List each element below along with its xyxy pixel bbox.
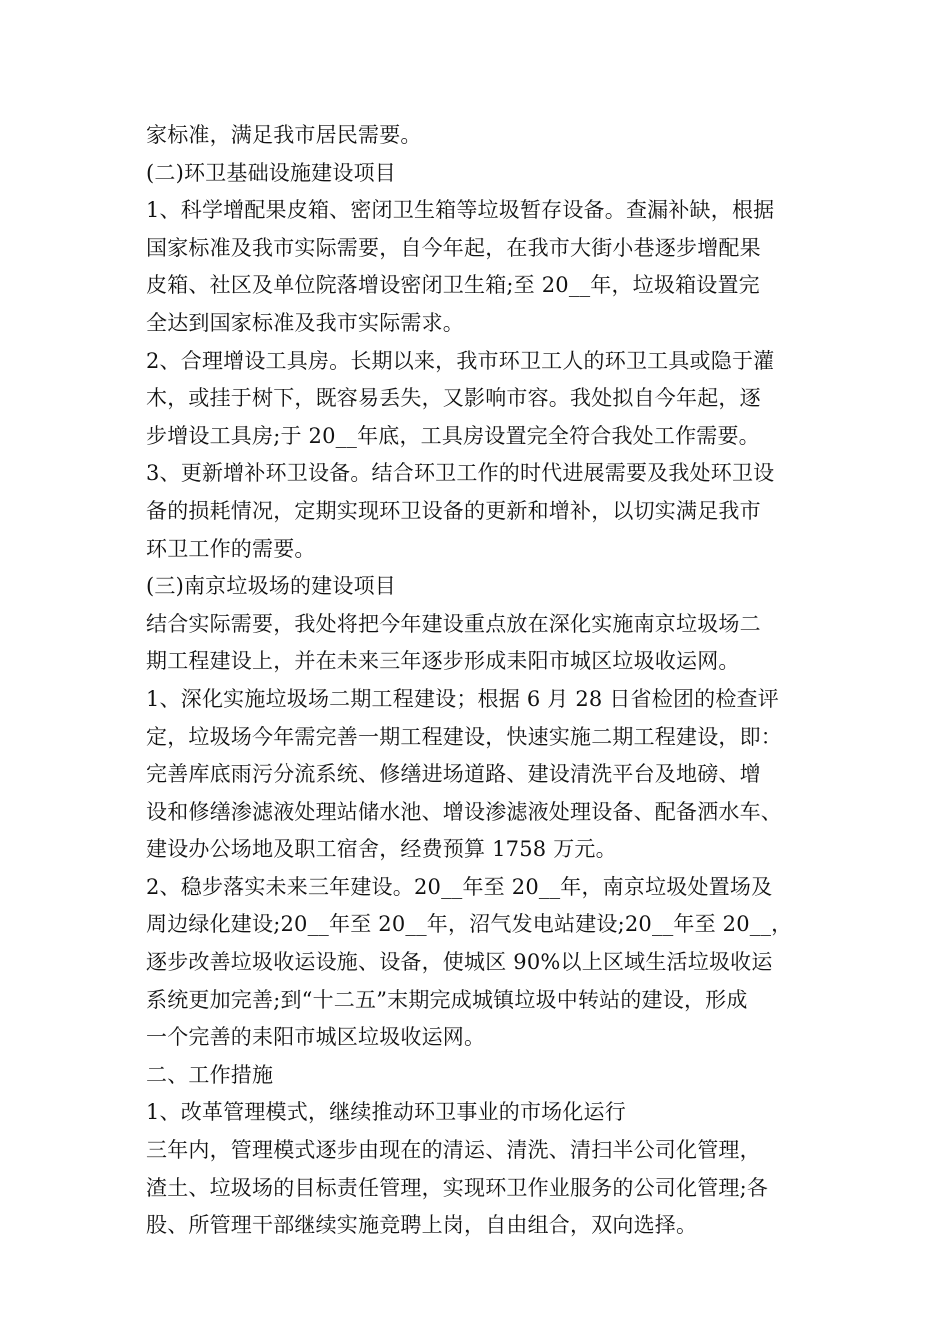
text-line: 三年内，管理模式逐步由现在的清运、清洗、清扫半公司化管理， xyxy=(146,1138,761,1163)
text-line: 渣土、垃圾场的目标责任管理，实现环卫作业服务的公司化管理;各 xyxy=(146,1175,769,1200)
text-line: 全达到国家标准及我市实际需求。 xyxy=(146,310,464,335)
text-line: 备的损耗情况，定期实现环卫设备的更新和增补，以切实满足我市 xyxy=(146,498,761,523)
text-line: 2、稳步落实未来三年建设。20__年至 20__年，南京垃圾处置场及 xyxy=(146,874,773,899)
document-body xyxy=(146,117,816,1245)
text-line: 木，或挂于树下，既容易丢失，又影响市容。我处拟自今年起，逐 xyxy=(146,386,761,411)
text-line: 逐步改善垃圾收运设施、设备，使城区 90%以上区域生活垃圾收运 xyxy=(146,950,773,975)
subsection-heading: 1、改革管理模式，继续推动环卫事业的市场化运行 xyxy=(146,1100,626,1125)
text-line: 2、合理增设工具房。长期以来，我市环卫工人的环卫工具或隐于灌 xyxy=(146,348,775,373)
text-line: 定，垃圾场今年需完善一期工程建设，快速实施二期工程建设，即： xyxy=(146,724,782,749)
text-line: 股、所管理干部继续实施竞聘上岗，自由组合，双向选择。 xyxy=(146,1213,698,1238)
text-line: 皮箱、社区及单位院落增设密闭卫生箱;至 20__年，垃圾箱设置完 xyxy=(146,273,760,298)
text-line: 系统更加完善;到“十二五”末期完成城镇垃圾中转站的建设，形成 xyxy=(146,987,748,1012)
text-line: 步增设工具房;于 20__年底，工具房设置完全符合我处工作需要。 xyxy=(146,423,760,448)
text-line: 结合实际需要，我处将把今年建设重点放在深化实施南京垃圾场二 xyxy=(146,611,761,636)
text-line: 一个完善的耒阳市城区垃圾收运网。 xyxy=(146,1025,486,1050)
text-line: 家标准，满足我市居民需要。 xyxy=(146,123,422,147)
text-line: 3、更新增补环卫设备。结合环卫工作的时代进展需要及我处环卫设 xyxy=(146,461,775,486)
text-line: 1、深化实施垃圾场二期工程建设；根据 6 月 28 日省检团的检查评 xyxy=(146,686,779,711)
text-line: 建设办公场地及职工宿舍，经费预算 1758 万元。 xyxy=(146,837,617,862)
text-line: 完善库底雨污分流系统、修缮进场道路、建设清洗平台及地磅、增 xyxy=(146,762,761,787)
section-heading: (二)环卫基础设施建设项目 xyxy=(146,160,396,185)
text-line: 环卫工作的需要。 xyxy=(146,536,316,561)
text-line: 期工程建设上，并在未来三年逐步形成耒阳市城区垃圾收运网。 xyxy=(146,649,740,674)
text-line: 设和修缮渗滤液处理站储水池、增设渗滤液处理设备、配备洒水车、 xyxy=(146,799,782,824)
section-heading: 二、工作措施 xyxy=(146,1062,274,1087)
section-heading: (三)南京垃圾场的建设项目 xyxy=(146,574,396,599)
text-line: 1、科学增配果皮箱、密闭卫生箱等垃圾暂存设备。查漏补缺，根据 xyxy=(146,198,775,223)
text-line: 周边绿化建设;20__年至 20__年，沼气发电站建设;20__年至 20__， xyxy=(146,912,793,937)
text-line: 国家标准及我市实际需要，自今年起，在我市大街小巷逐步增配果 xyxy=(146,235,761,260)
